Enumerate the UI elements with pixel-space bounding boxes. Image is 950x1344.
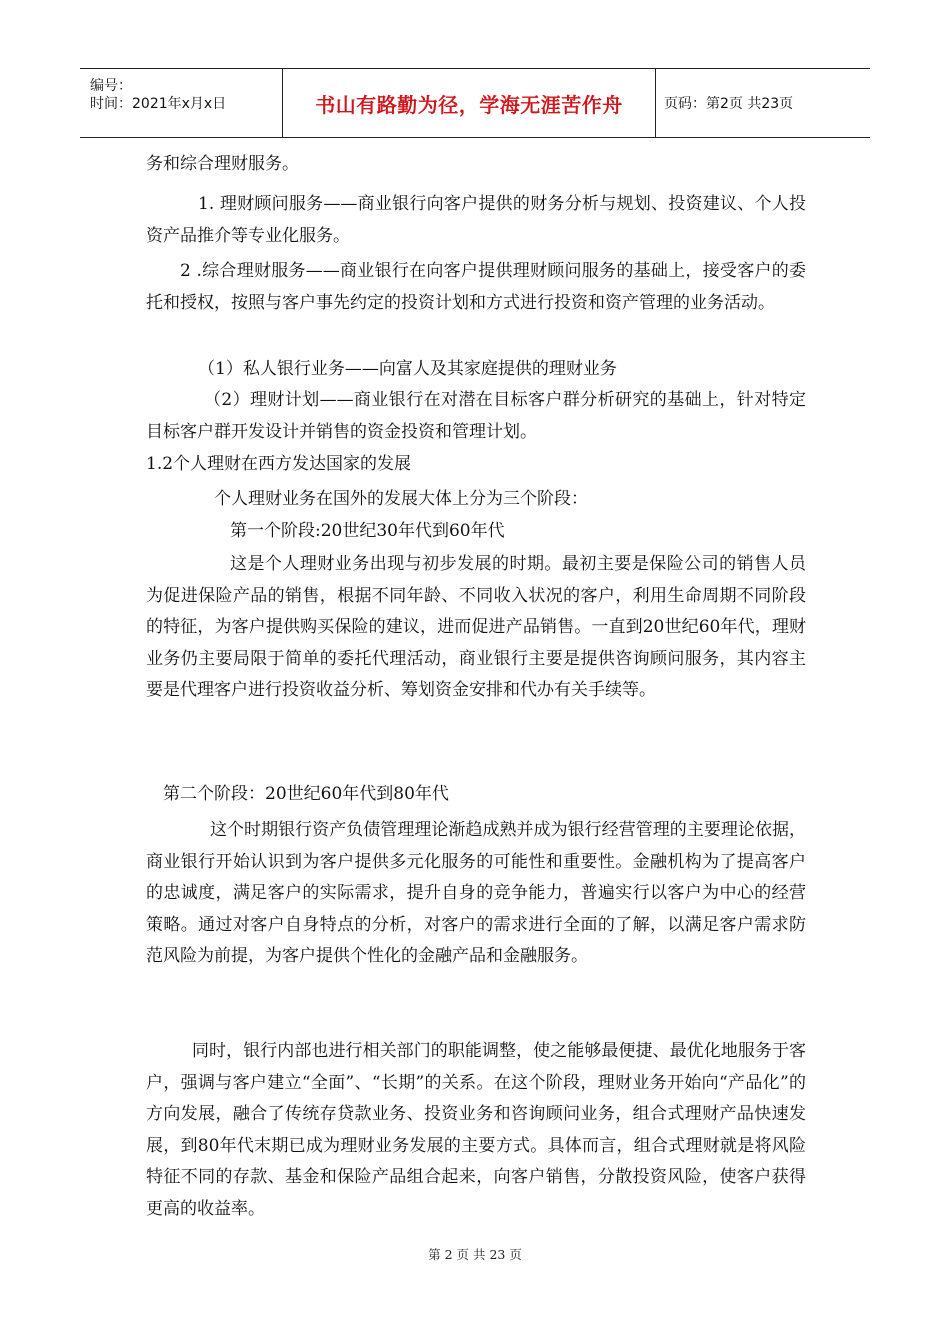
header-meta-cell xyxy=(80,69,282,137)
body-paragraph: 1. 理财顾问服务——商业银行向客户提供的财务分析与规划、投资建议、个人投资产品推介等专业化服务。 xyxy=(146,194,806,246)
body-paragraph: （2）理财计划——商业银行在对潜在目标客户群分析研究的基础上，针对特定目标客户群开发设计并销售的资金投资和管理计划。 xyxy=(146,390,806,442)
body-paragraph: 个人理财业务在国外的发展大体上分为三个阶段： xyxy=(214,489,588,509)
body-paragraph: 2 .综合理财服务——商业银行在向客户提供理财顾问服务的基础上，接受客户的委托和授权，按照与客户事先约定的投资计划和方式进行投资和资产管理的业务活动。 xyxy=(146,261,806,313)
page-header-table xyxy=(80,68,870,138)
body-paragraph: 这个时期银行资产负债管理理论渐趋成熟并成为银行经营管理的主要理论依据，商业银行开始认识到为客户提供多元化服务的可能性和重要性。金融机构为了提高客户的忠诚度，满足客户的实际需求，提升自身的竞争能力，普遍实行以客户为中心的经营策略。通过对客户自身特点的分析，对客户的需求进行全面的了解，以满足客户需求防范风险为前提，为客户提供个性化的金融产品和金融服务。 xyxy=(146,820,806,967)
section-heading: 1.2个人理财在西方发达国家的发展 xyxy=(146,454,412,474)
stage-heading: 第一个阶段:20世纪30年代到60年代 xyxy=(230,521,505,541)
body-paragraph: 同时，银行内部也进行相关部门的职能调整，使之能够最便捷、最优化地服务于客户，强调与客户建立“全面”、“长期”的关系。在这个阶段，理财业务开始向“产品化”的方向发展，融合了传统存贷款业务、投资业务和咨询顾问业务，组合式理财产品快速发展，到80年代末期已成为理财业务发展的主要方式。具体而言，组合式理财就是将风险特征不同的存款、基金和保险产品组合起来，向客户销售，分散投资风险，使客户获得更高的收益率。 xyxy=(146,1041,806,1219)
header-motto: 书山有路勤为径，学海无涯苦作舟 xyxy=(315,92,623,117)
body-paragraph: （1）私人银行业务——向富人及其家庭提供的理财业务 xyxy=(198,359,617,379)
page-footer: 第 2 页 共 23 页 xyxy=(428,1247,522,1262)
header-page-info: 页码：第2页 共23页 xyxy=(664,96,794,112)
stage-heading: 第二个阶段：20世纪60年代到80年代 xyxy=(163,784,449,804)
document-number-label: 编号： xyxy=(90,78,132,94)
body-paragraph: 这是个人理财业务出现与初步发展的时期。最初主要是保险公司的销售人员为促进保险产品的销售，根据不同年龄、不同收入状况的客户，利用生命周期不同阶段的特征，为客户提供购买保险的建议，进而促进产品销售。一直到20世纪60年代，理财业务仍主要局限于简单的委托代理活动，商业银行主要是提供咨询顾问服务，其内容主要是代理客户进行投资收益分析、筹划资金安排和代办有关手续等。 xyxy=(146,554,806,701)
body-paragraph: 务和综合理财服务。 xyxy=(146,154,299,174)
document-time-label: 时间：2021年x月x日 xyxy=(90,96,227,112)
